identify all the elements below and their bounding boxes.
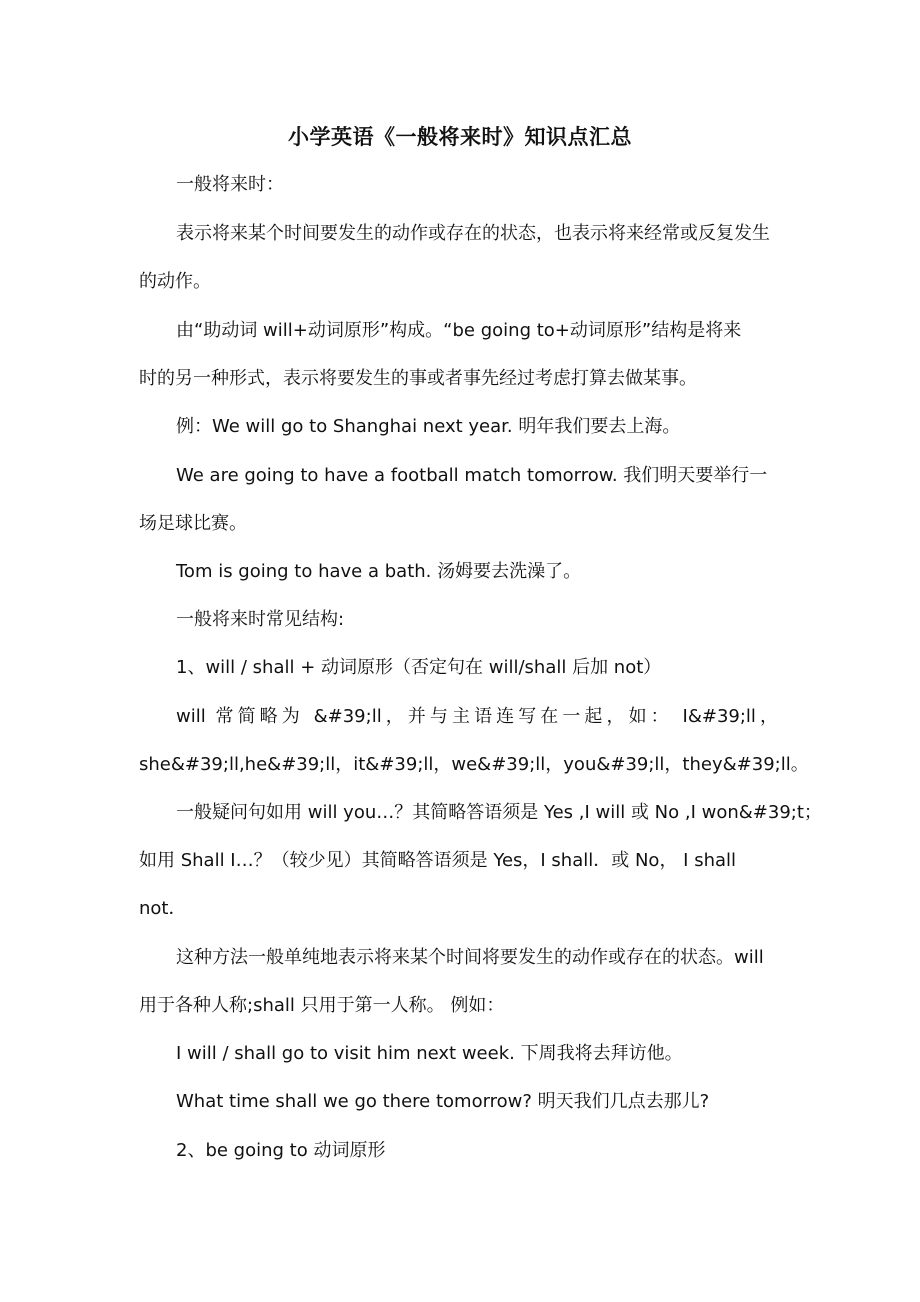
paragraph-line: 2、be going to 动词原形 [176,1140,386,1161]
paragraph-line: 时的另一种形式，表示将要发生的事或者事先经过考虑打算去做某事。 [139,368,697,389]
paragraph-line: she&#39;ll,he&#39;ll，it&#39;ll，we&#39;ll，you&#39;ll，they&#39;ll。 [139,754,809,775]
paragraph-line: not． [139,898,187,919]
paragraph-line: 场足球比赛。 [139,513,247,534]
paragraph-line: 由“助动词 will+动词原形”构成。“be going to+动词原形”结构是将来 [176,320,742,341]
paragraph-line: 一般将来时常见结构: [176,609,345,630]
paragraph-line: 的动作。 [139,271,211,292]
paragraph-line: 这种方法一般单纯地表示将来某个时间将要发生的动作或存在的状态。will [176,947,764,968]
paragraph-line: will 常简略为 &#39;ll，并与主语连写在一起，如： I&#39;ll， [176,706,778,727]
paragraph-line: 1、will / shall + 动词原形（否定句在 will/shall 后加 not） [176,657,662,678]
paragraph-line: 如用 Shall I…？（较少见）其简略答语须是 Yes，I shall．或 No， I shall [139,850,737,871]
paragraph-line: 一般将来时： [176,174,284,195]
document-title: 小学英语《一般将来时》知识点汇总 [288,125,632,149]
paragraph-line: Tom is going to have a bath. 汤姆要去洗澡了。 [176,561,582,582]
paragraph-line: 例：We will go to Shanghai next year. 明年我们要去上海。 [176,416,681,437]
paragraph-line: What time shall we go there tomorrow? 明天我们几点去那儿? [176,1091,710,1112]
paragraph-line: We are going to have a football match tomorrow. 我们明天要举行一 [176,465,768,486]
paragraph-line: 用于各种人称;shall 只用于第一人称。 例如： [139,995,505,1016]
paragraph-line: 一般疑问句如用 will you…？其简略答语须是 Yes ,I will 或 No ,I won&#39;t； [176,802,822,823]
paragraph-line: I will / shall go to visit him next week. 下周我将去拜访他。 [176,1043,683,1064]
paragraph-line: 表示将来某个时间要发生的动作或存在的状态，也表示将来经常或反复发生 [176,223,770,244]
